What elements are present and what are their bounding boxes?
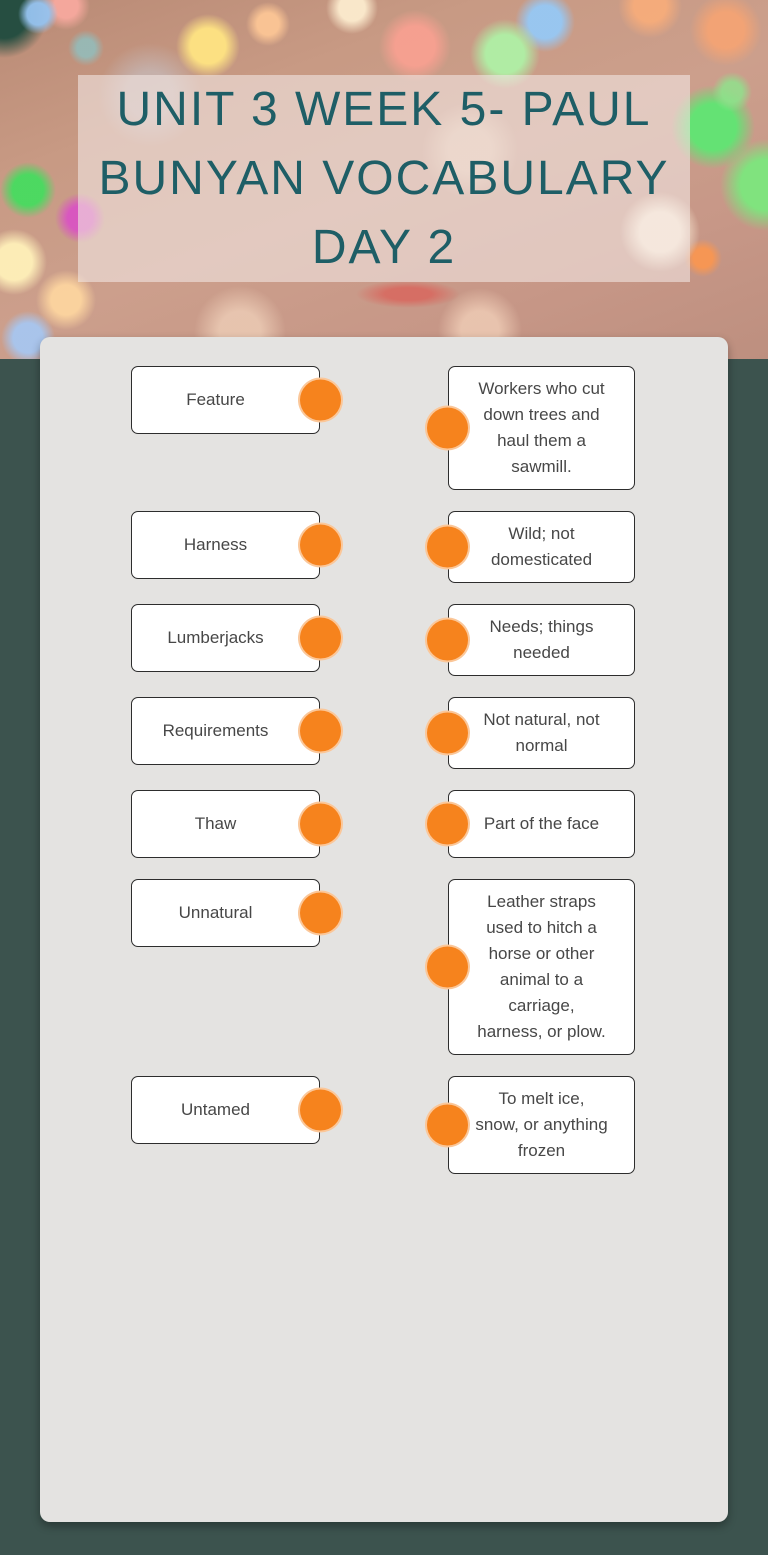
match-rows (131, 366, 635, 1174)
page-title-line-2: BUNYAN VOCABULARY (98, 152, 670, 205)
term-label: Untamed (181, 1100, 250, 1119)
term-cell (131, 1076, 320, 1144)
definition-label: Part of the face (483, 814, 600, 833)
definition-label: Wild; not domesticated (490, 524, 593, 569)
definition-connector-dot[interactable] (425, 802, 470, 847)
term-connector-dot[interactable] (298, 523, 343, 568)
term-connector-dot[interactable] (298, 378, 343, 423)
definition-cell (448, 511, 635, 583)
term-label: Harness (183, 535, 248, 554)
term-label: Requirements (162, 721, 269, 740)
worksheet-panel (40, 337, 728, 1522)
definition-connector-dot[interactable] (425, 618, 470, 663)
term-card[interactable] (131, 1076, 320, 1144)
definition-label: To melt ice, snow, or anything frozen (475, 1089, 608, 1160)
definition-cell (448, 604, 635, 676)
definition-card[interactable] (448, 790, 635, 858)
term-card[interactable] (131, 790, 320, 858)
definition-connector-dot[interactable] (425, 1103, 470, 1148)
match-row (131, 879, 635, 1055)
match-row (131, 366, 635, 490)
term-card[interactable] (131, 879, 320, 947)
term-cell (131, 879, 320, 947)
definition-connector-dot[interactable] (425, 406, 470, 451)
definition-connector-dot[interactable] (425, 711, 470, 756)
term-cell (131, 790, 320, 858)
term-cell (131, 697, 320, 765)
term-card[interactable] (131, 511, 320, 579)
term-cell (131, 366, 320, 434)
term-card[interactable] (131, 604, 320, 672)
match-row (131, 511, 635, 583)
term-card[interactable] (131, 697, 320, 765)
term-label: Feature (186, 390, 245, 409)
definition-cell (448, 366, 635, 490)
definition-card[interactable] (448, 879, 635, 1055)
match-row (131, 790, 635, 858)
definition-connector-dot[interactable] (425, 525, 470, 570)
definition-label: Workers who cut down trees and haul them a sawmill. (478, 379, 605, 476)
term-connector-dot[interactable] (298, 616, 343, 661)
term-cell (131, 604, 320, 672)
definition-label: Leather straps used to hitch a horse or other animal to a carriage, harness, or plow. (477, 892, 606, 1041)
definition-card[interactable] (448, 604, 635, 676)
definition-cell (448, 697, 635, 769)
term-connector-dot[interactable] (298, 802, 343, 847)
header-bokeh-image (0, 0, 768, 359)
definition-card[interactable] (448, 697, 635, 769)
page-title (78, 75, 690, 282)
term-connector-dot[interactable] (298, 1088, 343, 1133)
match-row (131, 604, 635, 676)
definition-label: Not natural, not normal (483, 710, 600, 755)
definition-connector-dot[interactable] (425, 945, 470, 990)
title-overlay (78, 75, 690, 282)
term-label: Lumberjacks (167, 628, 264, 647)
definition-cell (448, 879, 635, 1055)
term-label: Unnatural (178, 903, 253, 922)
page-title-line-1: UNIT 3 WEEK 5- PAUL (116, 83, 652, 136)
term-connector-dot[interactable] (298, 891, 343, 936)
term-label: Thaw (194, 814, 237, 833)
definition-label: Needs; things needed (489, 617, 594, 662)
definition-cell (448, 790, 635, 858)
definition-card[interactable] (448, 1076, 635, 1174)
term-cell (131, 511, 320, 579)
term-connector-dot[interactable] (298, 709, 343, 754)
match-row (131, 697, 635, 769)
match-row (131, 1076, 635, 1174)
page-title-line-3: DAY 2 (311, 221, 457, 274)
definition-card[interactable] (448, 511, 635, 583)
definition-card[interactable] (448, 366, 635, 490)
definition-cell (448, 1076, 635, 1174)
term-card[interactable] (131, 366, 320, 434)
